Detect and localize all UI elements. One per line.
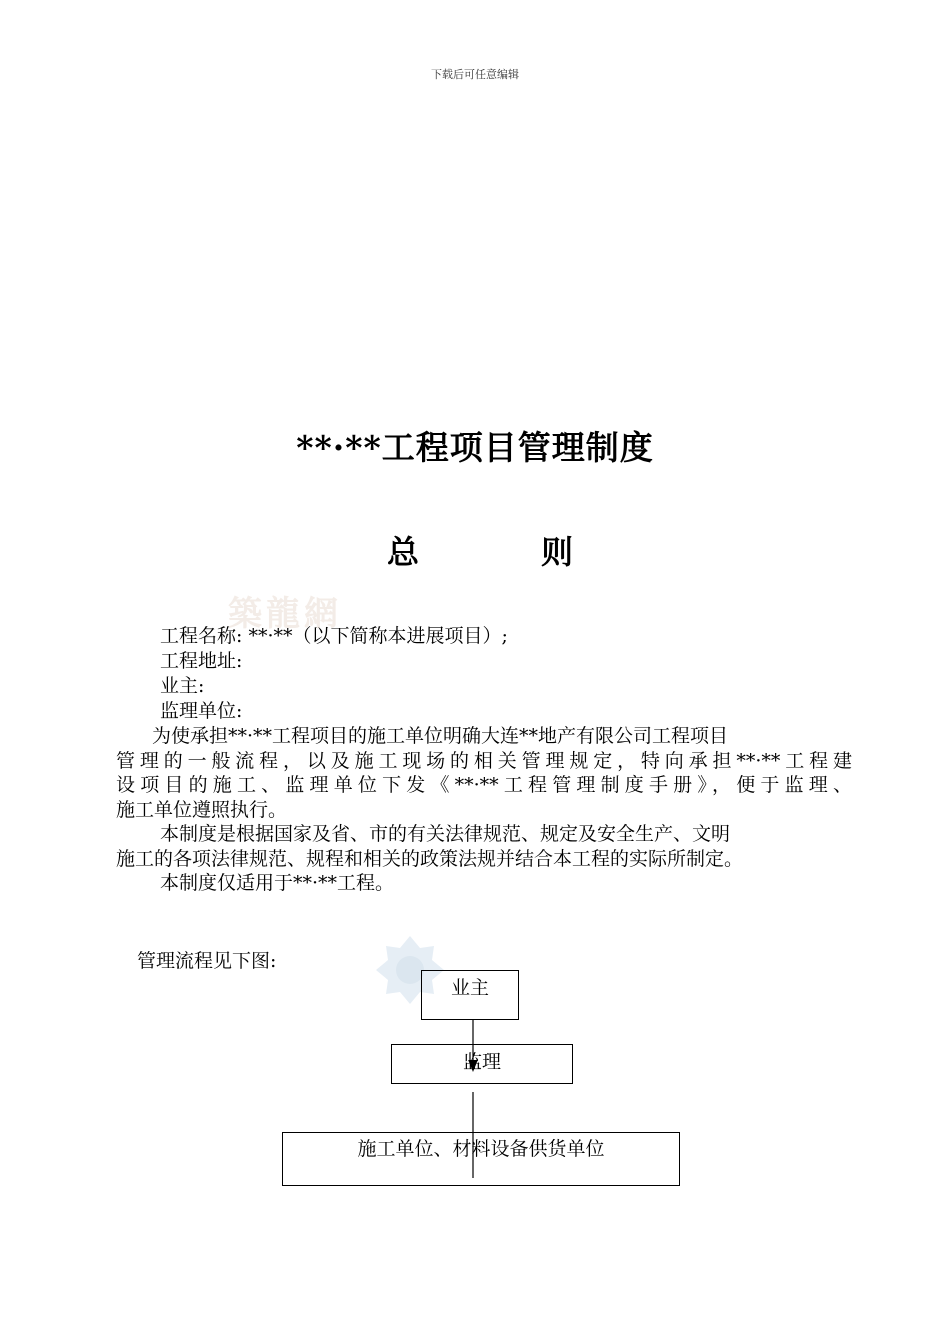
section-heading-char-1: 总 bbox=[387, 533, 420, 571]
field-project-name bbox=[160, 624, 896, 649]
paragraph-basis bbox=[116, 822, 852, 871]
paragraph-scope bbox=[116, 871, 852, 896]
header-note: 下载后可任意编辑 bbox=[431, 68, 519, 81]
flow-node-label: 业主 bbox=[450, 977, 489, 999]
paragraph-purpose bbox=[116, 724, 852, 822]
field-supervisor bbox=[160, 699, 896, 724]
paragraph-line: 施工单位遵照执行。 bbox=[116, 798, 288, 821]
field-owner bbox=[160, 674, 896, 699]
section-heading-char-2: 则 bbox=[541, 533, 574, 571]
field-label: 工程名称: bbox=[160, 625, 243, 647]
flow-node-owner bbox=[421, 970, 519, 1020]
field-label: 工程地址: bbox=[160, 650, 243, 672]
watermark-text: 築龍網 bbox=[228, 594, 342, 634]
paragraph-line: 管理的一般流程，以及施工现场的相关管理规定，特向承担**·**工程建 bbox=[116, 749, 852, 772]
paragraph-line: 为使承担**·**工程项目的施工单位明确大连**地产有限公司工程项目 bbox=[152, 725, 729, 747]
flow-node-supervisor bbox=[391, 1044, 573, 1084]
flow-node-label: 监理 bbox=[462, 1051, 501, 1073]
paragraph-line: 本制度是根据国家及省、市的有关法律规范、规定及安全生产、文明 bbox=[160, 823, 731, 845]
flow-node-contractor bbox=[282, 1132, 680, 1186]
field-value: **·**（以下简称本进展项目）; bbox=[248, 625, 508, 647]
document-title: **·**工程项目管理制度 bbox=[296, 428, 654, 467]
paragraph-line: 设项目的施工、监理单位下发《**·**工程管理制度手册》，便于监理、 bbox=[116, 774, 852, 796]
field-label: 业主: bbox=[160, 675, 205, 697]
field-project-address bbox=[160, 649, 896, 674]
paragraph-line: 本制度仅适用于**·**工程。 bbox=[160, 872, 395, 894]
flow-chart-label: 管理流程见下图: bbox=[137, 950, 277, 972]
paragraph-line: 施工的各项法律规范、规程和相关的政策法规并结合本工程的实际所制定。 bbox=[116, 847, 744, 870]
flow-node-label: 施工单位、材料设备供货单位 bbox=[357, 1138, 605, 1160]
field-label: 监理单位: bbox=[160, 700, 243, 722]
